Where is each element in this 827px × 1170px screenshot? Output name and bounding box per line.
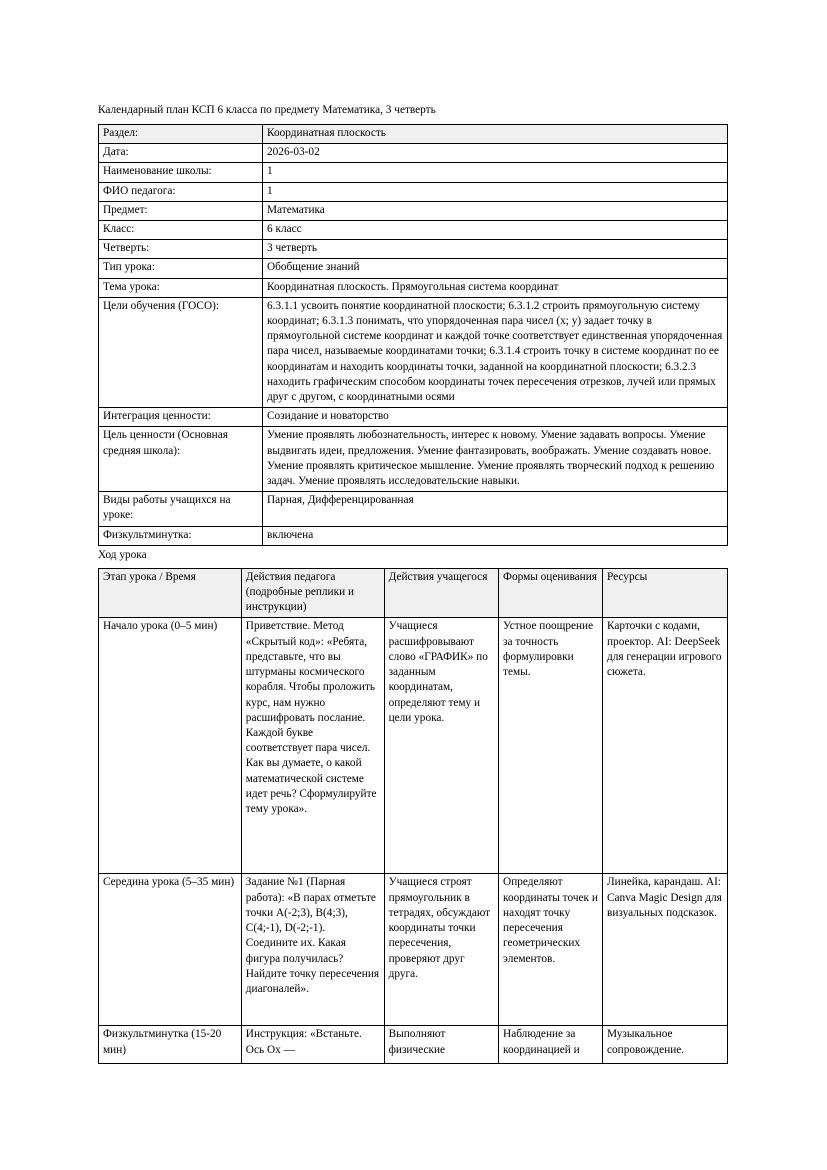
table-row — [99, 408, 728, 427]
info-value: 6.3.1.1 усвоить понятие координатной плоскости; 6.3.1.2 строить прямоугольную систему координат; 6.3.1.3 понимать, что упорядоченная пара чисел (x; y) задает точку в прямоугольной системе координат и каждой точке соответствует единственная упорядоченная пара чисел, называемые координатами точки; 6.3.1.4 строить точку в системе координат по ее координатам и находить координаты точки, заданной на координатной плоскости; 6.3.2.3 находить графическим способом координаты точек пересечения отрезков, лучей или прямых друг с другом, с координатными осями — [263, 297, 728, 407]
info-value: Обобщение знаний — [263, 259, 728, 278]
cell-teacher: Инструкция: «Встаньте. Ось Ox — — [241, 1026, 384, 1064]
page-title: Календарный план КСП 6 класса по предмету Математика, 3 четверть — [98, 104, 436, 116]
info-label: Физкультминутка: — [99, 526, 263, 545]
table-row — [99, 201, 728, 220]
table-row — [99, 297, 728, 407]
info-value: 6 класс — [263, 221, 728, 240]
table-row — [99, 492, 728, 526]
table-row — [99, 221, 728, 240]
info-label: Наименование школы: — [99, 163, 263, 182]
table-row — [99, 427, 728, 492]
cell-assessment: Наблюдение за координацией и — [499, 1026, 603, 1064]
info-value: Парная, Дифференцированная — [263, 492, 728, 526]
table-row — [99, 618, 728, 874]
cell-resources: Музыкальное сопровождение. — [603, 1026, 728, 1064]
cell-resources: Линейка, карандаш. AI: Canva Magic Design для визуальных подсказок. — [603, 874, 728, 1026]
table-row — [99, 144, 728, 163]
info-value: 2026-03-02 — [263, 144, 728, 163]
table-row — [99, 240, 728, 259]
table-row — [99, 182, 728, 201]
info-value: Координатная плоскость — [263, 125, 728, 144]
info-label: Цель ценности (Основная средняя школа): — [99, 427, 263, 492]
cell-stage: Физкультминутка (15-20 мин) — [99, 1026, 242, 1064]
column-header-assessment: Формы оценивания — [499, 568, 603, 618]
flow-caption: Ход урока — [98, 548, 147, 561]
table-header-row — [99, 568, 728, 618]
cell-stage: Середина урока (5–35 мин) — [99, 874, 242, 1026]
info-value: Координатная плоскость. Прямоугольная система координат — [263, 278, 728, 297]
lesson-flow-table — [98, 568, 728, 1065]
info-value: 1 — [263, 182, 728, 201]
table-row — [99, 125, 728, 144]
info-label: Тип урока: — [99, 259, 263, 278]
info-label: Раздел: — [99, 125, 263, 144]
table-row — [99, 278, 728, 297]
info-label: ФИО педагога: — [99, 182, 263, 201]
info-value: Математика — [263, 201, 728, 220]
column-header-resources: Ресурсы — [603, 568, 728, 618]
document-content — [98, 103, 728, 1064]
info-label: Интеграция ценности: — [99, 408, 263, 427]
info-value: Созидание и новаторство — [263, 408, 728, 427]
info-label: Тема урока: — [99, 278, 263, 297]
info-value: включена — [263, 526, 728, 545]
info-value: Умение проявлять любознательность, интерес к новому. Умение задавать вопросы. Умение выдвигать идеи, предложения. Умение фантазировать, воображать. Умение создавать новое. Умение проявлять критическое мышление. Умение проявлять творческий подход к решению задач. Умение проявлять исследовательские навыки. — [263, 427, 728, 492]
cell-teacher: Приветствие. Метод «Скрытый код»: «Ребята, представьте, что вы штурманы космического корабля. Чтобы проложить курс, нам нужно расшифровать послание. Каждой букве соответствует пара чисел. Как вы думаете, о какой математической системе идет речь? Сформулируйте тему урока». — [241, 618, 384, 874]
page-bottom-margin — [0, 1088, 827, 1170]
cell-resources: Карточки с кодами, проектор. AI: DeepSeek для генерации игрового сюжета. — [603, 618, 728, 874]
info-value: 1 — [263, 163, 728, 182]
cell-teacher: Задание №1 (Парная работа): «В парах отметьте точки A(-2;3), B(4;3), C(4;-1), D(-2;-1). Соедините их. Какая фигура получилась? Найдите точку пересечения диагоналей». — [241, 874, 384, 1026]
lesson-info-table — [98, 124, 728, 546]
table-row — [99, 259, 728, 278]
info-value: 3 четверть — [263, 240, 728, 259]
cell-student: Учащиеся строят прямоугольник в тетрадях, обсуждают координаты точки пересечения, проверяют друг друга. — [384, 874, 498, 1026]
table-row — [99, 526, 728, 545]
cell-assessment: Определяют координаты точек и находят точку пересечения геометрических элементов. — [499, 874, 603, 1026]
info-label: Класс: — [99, 221, 263, 240]
cell-student: Выполняют физические — [384, 1026, 498, 1064]
info-label: Предмет: — [99, 201, 263, 220]
column-header-stage: Этап урока / Время — [99, 568, 242, 618]
column-header-teacher: Действия педагога (подробные реплики и инструкции) — [241, 568, 384, 618]
table-row — [99, 874, 728, 1026]
cell-stage: Начало урока (0–5 мин) — [99, 618, 242, 874]
column-header-student: Действия учащегося — [384, 568, 498, 618]
table-row — [99, 163, 728, 182]
info-label: Четверть: — [99, 240, 263, 259]
cell-student: Учащиеся расшифровывают слово «ГРАФИК» по заданным координатам, определяют тему и цели урока. — [384, 618, 498, 874]
table-row — [99, 1026, 728, 1064]
info-label: Дата: — [99, 144, 263, 163]
info-label: Цели обучения (ГОСО): — [99, 297, 263, 407]
cell-assessment: Устное поощрение за точность формулировки темы. — [499, 618, 603, 874]
info-label: Виды работы учащихся на уроке: — [99, 492, 263, 526]
